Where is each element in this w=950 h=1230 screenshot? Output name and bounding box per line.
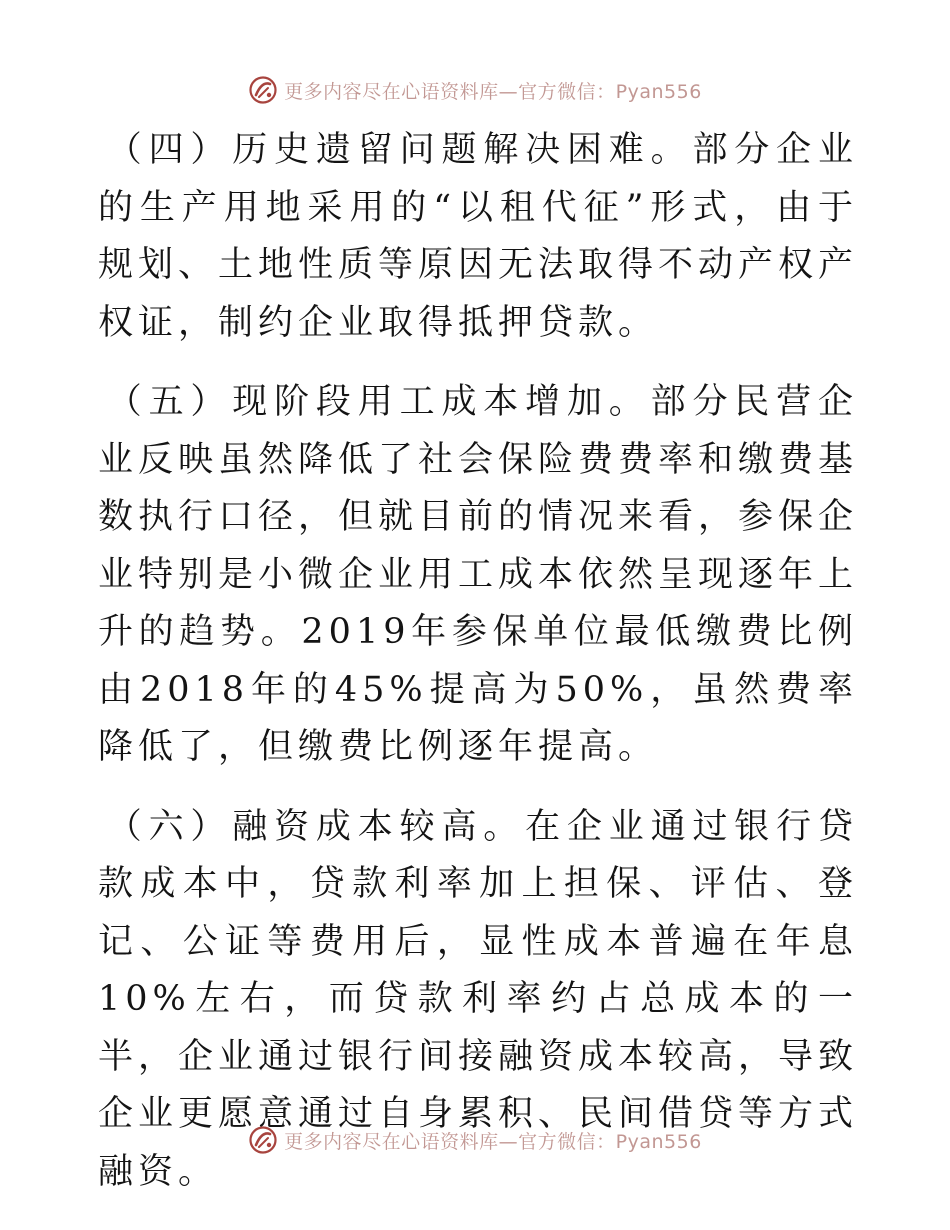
watermark-header [0,70,950,110]
paragraph-six: （六）融资成本较高。在企业通过银行贷款成本中，贷款利率加上担保、评估、登记、公证等费用后，显性成本普遍在年息10%左右，而贷款利率约占总成本的一半，企业通过银行间接融资成本较高，导致企业更愿意通过自身累积、民间借贷等方式融资。 [98,806,859,1192]
watermark-group [248,1125,702,1155]
paragraph-five: （五）现阶段用工成本增加。部分民营企业反映虽然降低了社会保险费费率和缴费基数执行口径，但就目前的情况来看，参保企业特别是小微企业用工成本依然呈现逐年上升的趋势。2019年参保单位最低缴费比例由2018年的45%提高为50%，虽然费率降低了，但缴费比例逐年提高。 [98,382,859,767]
watermark-text: 更多内容尽在心语资料库—官方微信：Pyan556 [284,80,702,103]
seal-logo-icon [248,75,278,105]
seal-logo-icon [248,1125,278,1155]
paragraph-four: （四）历史遗留问题解决困难。部分企业的生产用地采用的“以租代征”形式，由于规划、土地性质等原因无法取得不动产权产权证，制约企业取得抵押贷款。 [98,130,859,343]
watermark-footer [0,1120,950,1160]
watermark-text: 更多内容尽在心语资料库—官方微信：Pyan556 [284,1130,702,1153]
document-body [98,122,858,1223]
watermark-group [248,75,702,105]
